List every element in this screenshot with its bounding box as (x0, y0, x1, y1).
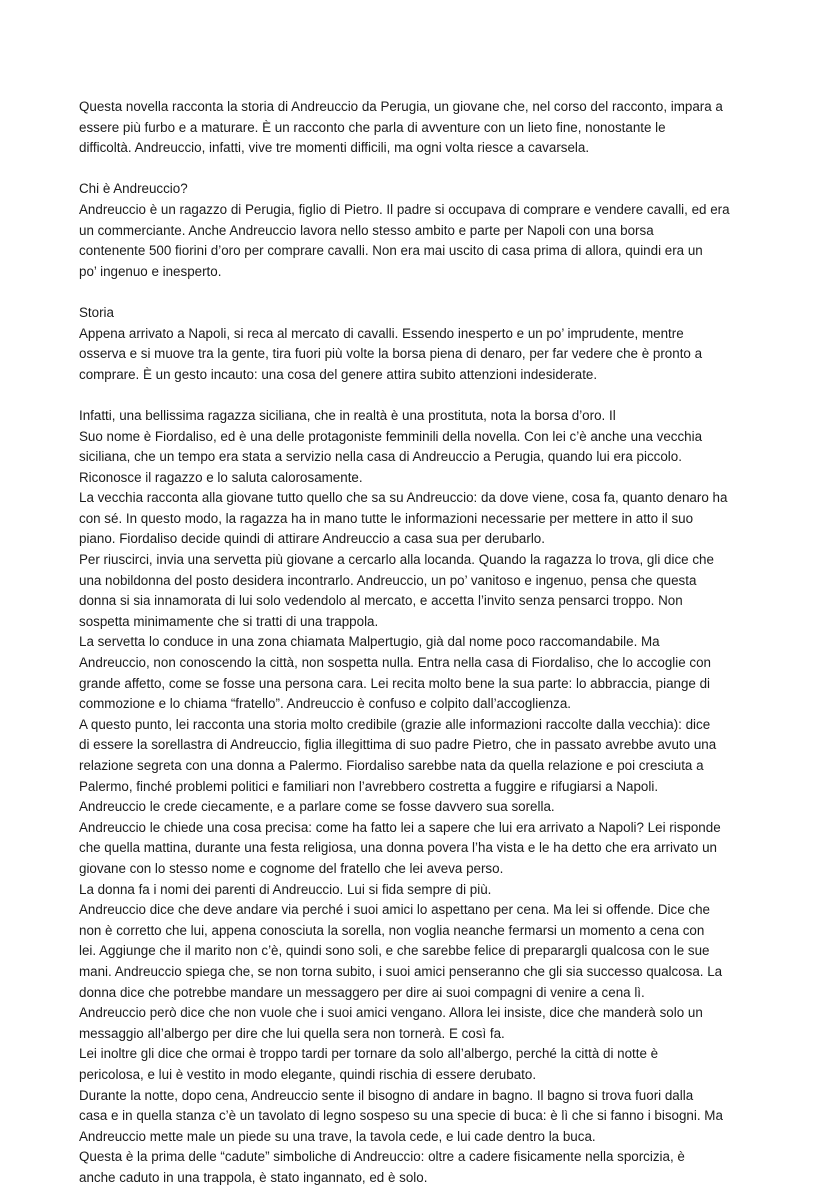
text-line: Palermo, finché problemi politici e familiari non l’avrebbero costretta a fuggire e rifugiarsi a Napoli. (79, 778, 659, 794)
storia-paragraph (79, 324, 759, 386)
text-line: Andreuccio però dice che non vuole che i suoi amici vengano. Allora lei insiste, dice che manderà solo un (79, 1005, 703, 1021)
chi-e-andreuccio-paragraph (79, 200, 759, 282)
text-line: po’ ingenuo e inesperto. (79, 263, 222, 279)
text-line: sospetta minimamente che si tratti di una trappola. (79, 613, 379, 629)
text-line: commozione e lo chiama “fratello”. Andreuccio è confuso e colpito dall’accoglienza. (79, 696, 571, 712)
text-line: non è corretto che lui, appena conosciuta la sorella, non voglia neanche fermarsi un momento a cena con (79, 922, 705, 938)
text-line: giovane con lo stesso nome e cognome del fratello che lei aveva perso. (79, 860, 504, 876)
text-line: piano. Fiordaliso decide quindi di attirare Andreuccio a casa sua per derubarlo. (79, 531, 545, 547)
story-body (79, 406, 759, 1188)
text-line: messaggio all’albergo per dire che lui quella sera non tornerà. E così fa. (79, 1025, 505, 1041)
text-line: lei. Aggiunge che il marito non c’è, quindi sono soli, e che sarebbe felice di preparargli qualcosa con le sue (79, 943, 710, 959)
text-line: relazione segreta con una donna a Palermo. Fiordaliso sarebbe nata da quella relazione e poi cresciuta a (79, 758, 704, 773)
text-line: La vecchia racconta alla giovane tutto quello che sa su Andreuccio: da dove viene, cosa fa, quanto denaro ha (79, 490, 728, 506)
text-line: Andreuccio le chiede una cosa precisa: come ha fatto lei a sapere che lui era arrivato a Napoli? Lei risponde (79, 819, 721, 835)
text-line: Andreuccio dice che deve andare via perché i suoi amici lo aspettano per cena. Ma lei si offende. Dice che (79, 902, 710, 918)
text-line: Andreuccio mette male un piede su una trave, la tavola cede, e lui cade dentro la buca. (79, 1128, 596, 1144)
text-line: siciliana, che un tempo era stata a servizio nella casa di Andreuccio a Perugia, quando lui era piccolo. (79, 449, 682, 465)
text-line: di essere la sorellastra di Andreuccio, figlia illegittima di suo padre Pietro, che in passato avrebbe avuto una (79, 737, 717, 753)
text-line: Durante la notte, dopo cena, Andreuccio sente il bisogno di andare in bagno. Il bagno si trova fuori dalla (79, 1087, 694, 1103)
text-line: una nobildonna del posto desidera incontrarlo. Andreuccio, un po’ vanitoso e ingenuo, pensa che questa (79, 572, 697, 588)
text-line: Questa novella racconta la storia di Andreuccio da Perugia, un giovane che, nel corso del racconto, impara a (79, 99, 723, 114)
text-line: casa e in quella stanza c’è un tavolato di legno sospeso su una specie di buca: è lì che si fanno i bisogni. Ma (79, 1108, 723, 1124)
text-line: un commerciante. Anche Andreuccio lavora nello stesso ambito e parte per Napoli con una borsa (79, 222, 654, 238)
text-line: Suo nome è Fiordaliso, ed è una delle protagoniste femminili della novella. Con lei c’è anche una vecchia (79, 428, 703, 444)
text-line: mani. Andreuccio spiega che, se non torna subito, i suoi amici penseranno che gli sia successo qualcosa. La (79, 963, 723, 979)
text-line: Andreuccio è un ragazzo di Perugia, figlio di Pietro. Il padre si occupava di comprare e vendere cavalli, ed era (79, 201, 730, 217)
text-line: La servetta lo conduce in una zona chiamata Malpertugio, già dal nome poco raccomandabile. Ma (79, 634, 660, 650)
section-heading-storia: Storia (79, 304, 114, 320)
text-line: Per riuscirci, invia una servetta più giovane a cercarlo alla locanda. Quando la ragazza lo trova, gli dice che (79, 552, 714, 568)
text-line: essere più furbo e a maturare. È un racconto che parla di avventure con un lieto fine, nonostante le (79, 119, 666, 135)
text-line: contenente 500 fiorini d’oro per comprare cavalli. Non era mai uscito di casa prima di allora, quindi era un (79, 243, 703, 259)
text-line: pericolosa, e lui è vestito in modo elegante, quindi rischia di essere derubato. (79, 1066, 537, 1082)
text-line: con sé. In questo modo, la ragazza ha in mano tutte le informazioni necessarie per mettere in atto il suo (79, 510, 694, 526)
text-line: osserva e si muove tra la gente, tira fuori più volte la borsa piena di denaro, per far vedere che è pronto a (79, 346, 703, 362)
text-line: Infatti, una bellissima ragazza siciliana, che in realtà è una prostituta, nota la borsa d’oro. Il (79, 407, 616, 423)
text-line: donna si sia innamorata di lui solo vedendolo al mercato, e accetta l’invito senza pensarci troppo. Non (79, 593, 683, 609)
text-line: Riconosce il ragazzo e lo saluta calorosamente. (79, 469, 363, 485)
text-line: donna dice che potrebbe mandare un messaggero per dire ai suoi compagni di venire a cena lì. (79, 984, 645, 1000)
text-line: Appena arrivato a Napoli, si reca al mercato di cavalli. Essendo inesperto e un po’ imprudente, mentre (79, 325, 684, 341)
text-line: comprare. È un gesto incauto: una cosa del genere attira subito attenzioni indesiderate. (79, 366, 598, 382)
text-line: Lei inoltre gli dice che ormai è troppo tardi per tornare da solo all’albergo, perché la città di notte è (79, 1046, 659, 1062)
text-line: Andreuccio le crede ciecamente, e a parlare come se fosse davvero sua sorella. (79, 799, 555, 815)
intro-paragraph (79, 97, 759, 159)
text-line: grande affetto, come se fosse una persona cara. Lei recita molto bene la sua parte: lo abbraccia, piange di (79, 675, 710, 691)
text-line: A questo punto, lei racconta una storia molto credibile (grazie alle informazioni raccolte dalla vecchia): dice (79, 716, 711, 732)
text-line: difficoltà. Andreuccio, infatti, vive tre momenti difficili, ma ogni volta riesce a cavarsela. (79, 140, 590, 156)
section-heading-chi-e-andreuccio: Chi è Andreuccio? (79, 181, 188, 197)
text-line: La donna fa i nomi dei parenti di Andreuccio. Lui si fida sempre di più. (79, 881, 492, 897)
text-line: Andreuccio, non conoscendo la città, non sospetta nulla. Entra nella casa di Fiordaliso, che lo accoglie con (79, 655, 711, 671)
text-line: Questa è la prima delle “cadute” simboliche di Andreuccio: oltre a cadere fisicamente nella sporcizia, è (79, 1149, 685, 1165)
text-line: che quella mattina, durante una festa religiosa, una donna povera l’ha vista e le ha detto che era arrivato un (79, 840, 717, 856)
document-page (79, 97, 759, 1188)
text-line: anche caduto in una trappola, è stato ingannato, ed è solo. (79, 1169, 428, 1185)
